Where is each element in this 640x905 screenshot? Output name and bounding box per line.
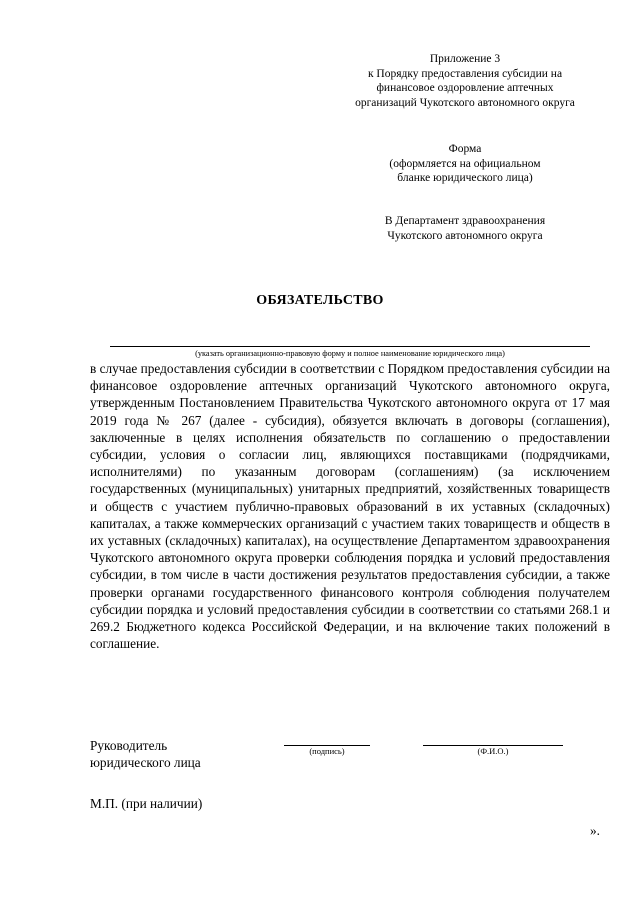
- appendix-line: к Порядку предоставления субсидии на: [367, 67, 563, 80]
- form-note-line: (оформляется на официальном: [389, 157, 541, 170]
- appendix-line: финансовое оздоровление аптечных: [376, 82, 554, 94]
- form-note-line: Форма: [448, 143, 482, 155]
- org-name-hint: (указать организационно-правовую форму и полное наименование юридического лица): [195, 349, 505, 358]
- signatory-role: [90, 737, 270, 771]
- signature-hint: (подпись): [309, 746, 345, 756]
- obligation-body-text: в случае предоставления субсидии в соответствии с Порядком предоставления субсидии на финансовое оздоровление аптечных организаций Чукотского автономного округа, утвержденным Постановлением Правительства Чукотского автономного округа от 17 мая 2019 года № 267 (далее - субсидия), обязуется включать в договоры (соглашения), заключенные в целях исполнения обязательств по соглашению о предоставлении субсидии, условия о согласии лиц, являющихся поставщиками (подрядчиками, исполнителями) по указанным договорам (соглашениям) (за исключением государственных (муниципальных) унитарных предприятий, хозяйственных товариществ и обществ с участием публично-правовых образований в их уставных (складочных) капиталах, а также коммерческих организаций с участием таких товариществ и обществ в их уставных (складочных) капиталах), на осуществление Департаментом здравоохранения Чукотского автономного округа проверки соблюдения порядка и условий предоставления субсидии, в том числе в части достижения результатов предоставления субсидии, а также проверки органами государственного финансового контроля соблюдения получателем субсидии порядка и условий предоставления субсидии в соответствии со статьями 268.1 и 269.2 Бюджетного кодекса Российской Федерации, и на включение таких положений в соглашение.: [90, 361, 610, 652]
- addressee-line: В Департамент здравоохранения: [384, 215, 546, 227]
- addressee-line: Чукотского автономного округа: [387, 229, 543, 242]
- document-title: ОБЯЗАТЕЛЬСТВО: [256, 293, 384, 308]
- signatory-role-line: юридического лица: [90, 755, 201, 770]
- org-name-blank-line: [110, 346, 590, 347]
- appendix-line: Приложение 3: [429, 53, 501, 65]
- signatory-role-line: Руководитель: [90, 738, 168, 753]
- closing-quote: ».: [590, 823, 600, 838]
- full-name-hint: (Ф.И.О.): [477, 746, 509, 756]
- appendix-header: [330, 52, 600, 110]
- addressee-block: [360, 214, 570, 243]
- form-note: [360, 142, 570, 186]
- stamp-note: М.П. (при наличии): [90, 796, 203, 811]
- appendix-line: организаций Чукотского автономного округа: [355, 96, 575, 109]
- form-note-line: бланке юридического лица): [397, 172, 533, 184]
